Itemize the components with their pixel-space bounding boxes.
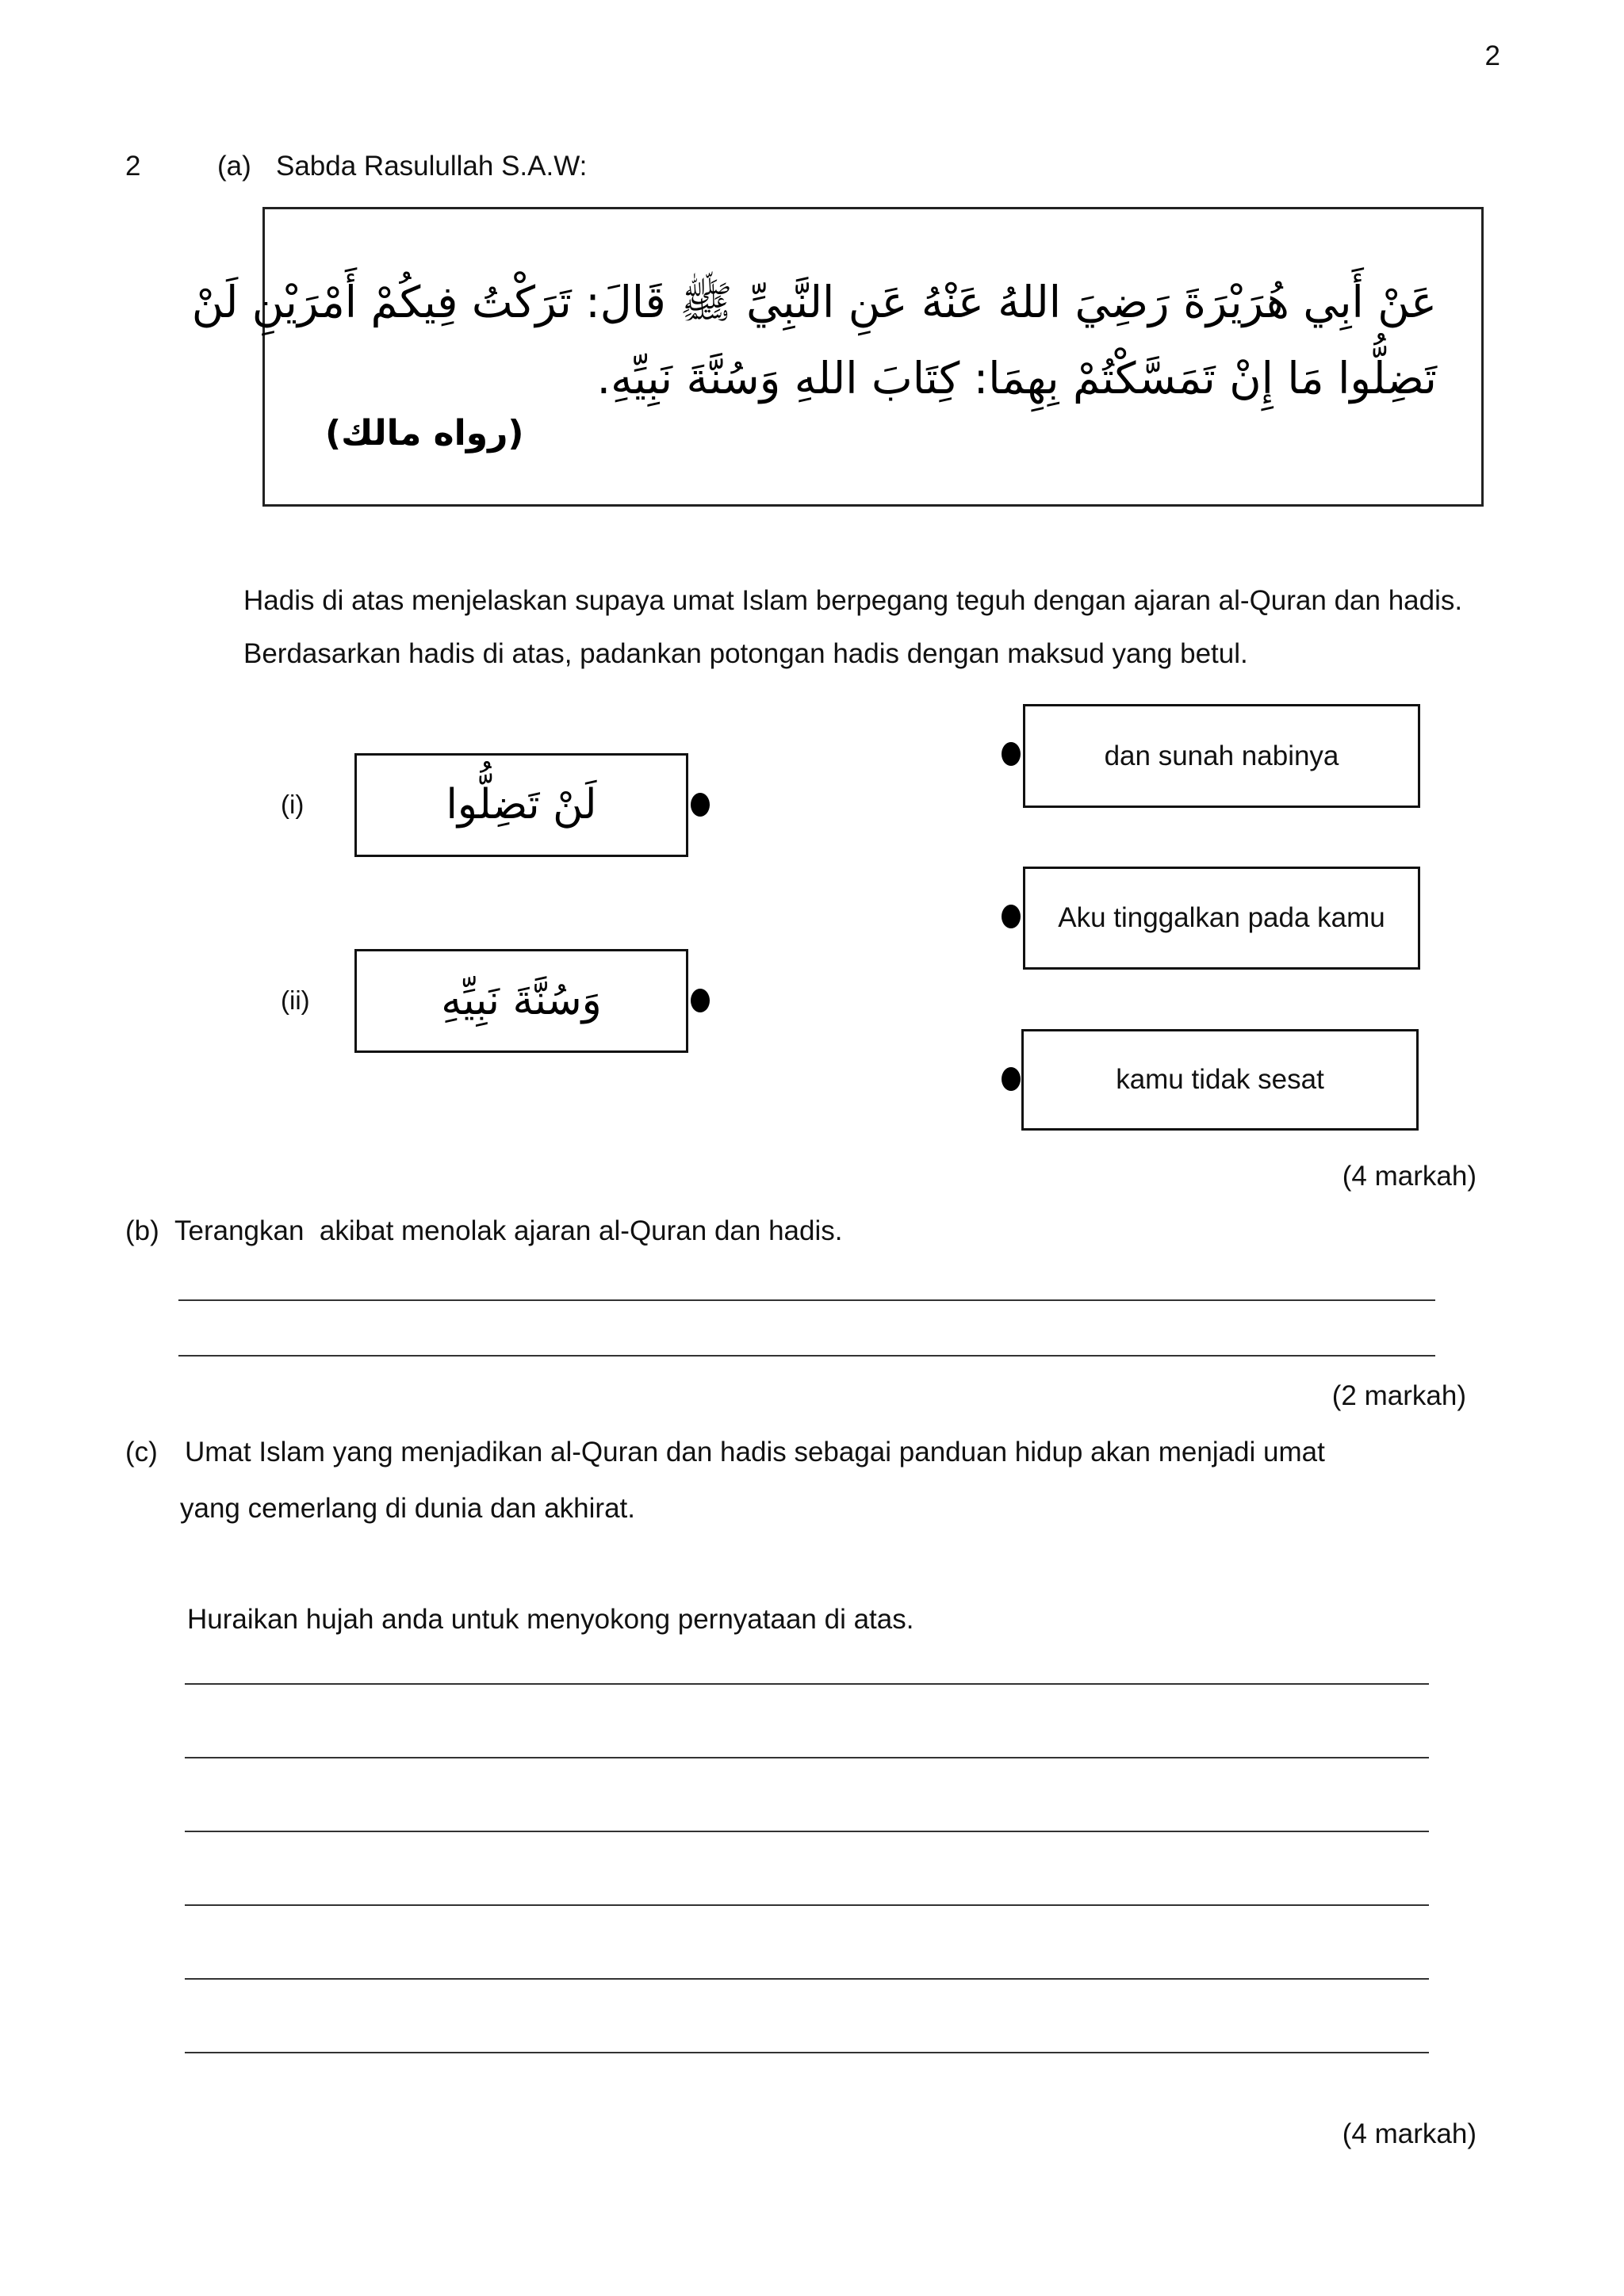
answer-line — [185, 1904, 1429, 1906]
item-i-box — [354, 753, 688, 857]
answer-line — [178, 1355, 1435, 1357]
option-3-text: kamu tidak sesat — [1116, 1064, 1324, 1095]
part-a-label: (a) — [217, 151, 251, 182]
hadith-line-2: تَضِلُّوا مَا إِنْ تَمَسَّكْتُمْ بِهِمَا: كِتَابَ اللهِ وَسُنَّةَ نَبِيِّهِ. — [596, 353, 1437, 404]
part-b-question: Terangkan akibat menolak ajaran al-Quran dan hadis. — [174, 1215, 843, 1246]
part-a-paragraph-2: Berdasarkan hadis di atas, padankan potongan hadis dengan maksud yang betul. — [243, 638, 1248, 669]
option-3-box — [1021, 1029, 1419, 1131]
question-number: 2 — [125, 151, 141, 182]
part-a-intro: Sabda Rasulullah S.A.W: — [276, 151, 588, 182]
hadith-line-1: عَنْ أَبِي هُرَيْرَةَ رَضِيَ اللهُ عَنْهُ عَنِ النَّبِيِّ ﷺ قَالَ: تَرَكْتُ فِيكُمْ أَمْرَيْنِ لَنْ — [191, 277, 1437, 327]
option-3-dot — [1002, 1067, 1021, 1091]
answer-line — [185, 1683, 1429, 1685]
option-1-text: dan sunah nabinya — [1104, 740, 1339, 771]
item-i-label: (i) — [281, 790, 304, 819]
hadith-source: (رواه مالك) — [325, 413, 524, 453]
item-ii-dot — [691, 989, 710, 1012]
part-b-marks: (2 markah) — [1331, 1380, 1466, 1411]
answer-line — [185, 1757, 1429, 1758]
item-ii-arabic: وَسُنَّةَ نَبِيِّهِ — [441, 976, 602, 1024]
option-2-dot — [1002, 905, 1021, 928]
answer-line — [185, 1978, 1429, 1980]
part-c-label: (c) — [125, 1437, 158, 1468]
page-number: 2 — [1484, 40, 1500, 71]
answer-line — [185, 1831, 1429, 1832]
item-ii-box — [354, 949, 688, 1053]
item-i-dot — [691, 793, 710, 817]
answer-line — [178, 1299, 1435, 1301]
option-2-text: Aku tinggalkan pada kamu — [1058, 902, 1385, 933]
part-c-marks: (4 markah) — [1342, 2118, 1477, 2149]
part-a-marks: (4 markah) — [1342, 1161, 1477, 1192]
hadith-box — [191, 207, 1484, 507]
item-ii-label: (ii) — [281, 985, 310, 1015]
part-b-label: (b) — [125, 1215, 159, 1246]
part-a-paragraph-1: Hadis di atas menjelaskan supaya umat Islam berpegang teguh dengan ajaran al-Quran dan hadis. — [243, 585, 1463, 616]
answer-line — [185, 2052, 1429, 2053]
option-1-dot — [1002, 742, 1021, 766]
part-c-instruction: Huraikan hujah anda untuk menyokong pernyataan di atas. — [187, 1604, 914, 1635]
part-c-statement-line-1: Umat Islam yang menjadikan al-Quran dan hadis sebagai panduan hidup akan menjadi umat — [185, 1437, 1325, 1468]
part-c-statement-line-2: yang cemerlang di dunia dan akhirat. — [180, 1493, 635, 1524]
option-2-box — [1023, 867, 1420, 970]
item-i-arabic: لَنْ تَضِلُّوا — [446, 780, 597, 828]
option-1-box — [1023, 704, 1420, 808]
